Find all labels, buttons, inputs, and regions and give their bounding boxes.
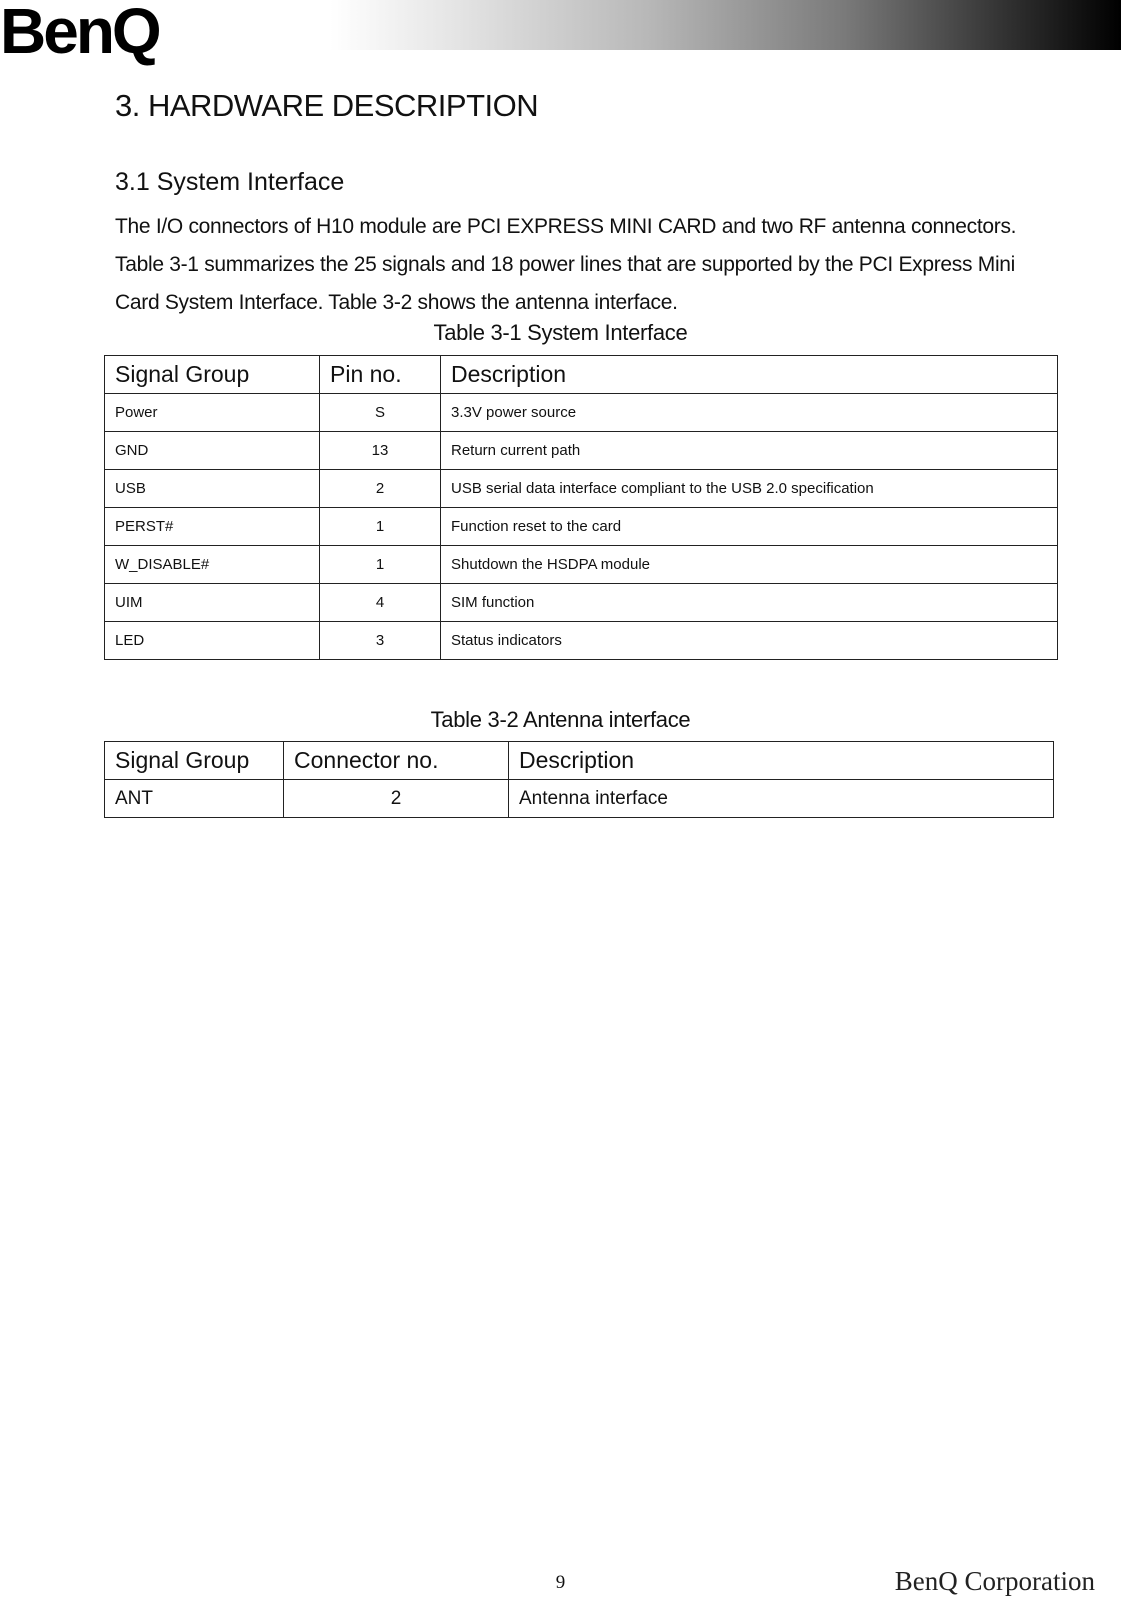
system-interface-table <box>104 355 1058 660</box>
cell-pin-no: 1 <box>320 546 441 584</box>
table-row <box>105 584 1058 622</box>
header-band <box>0 0 1121 67</box>
cell-description: Status indicators <box>441 622 1058 660</box>
cell-signal-group: GND <box>105 432 320 470</box>
cell-signal-group: Power <box>105 394 320 432</box>
chapter-heading: 3. HARDWARE DESCRIPTION <box>115 88 539 123</box>
cell-signal-group: PERST# <box>105 508 320 546</box>
cell-description: Antenna interface <box>509 780 1054 818</box>
cell-description: 3.3V power source <box>441 394 1058 432</box>
header-signal-group: Signal Group <box>105 742 284 780</box>
cell-description: USB serial data interface compliant to the USB 2.0 specification <box>441 470 1058 508</box>
cell-connector-no: 2 <box>284 780 509 818</box>
cell-signal-group: ANT <box>105 780 284 818</box>
header-pin-no: Pin no. <box>320 356 441 394</box>
cell-signal-group: LED <box>105 622 320 660</box>
cell-signal-group: UIM <box>105 584 320 622</box>
table-row <box>105 394 1058 432</box>
header-description: Description <box>441 356 1058 394</box>
table-row <box>105 780 1054 818</box>
header-gradient-bar <box>330 0 1121 50</box>
cell-pin-no: S <box>320 394 441 432</box>
table-header-row <box>105 356 1058 394</box>
cell-pin-no: 4 <box>320 584 441 622</box>
table1-caption: Table 3-1 System Interface <box>433 320 688 345</box>
table-row <box>105 622 1058 660</box>
intro-paragraph: The I/O connectors of H10 module are PCI EXPRESS MINI CARD and two RF antenna connectors. Table 3-1 summarizes the 25 signals and 18 power lines that are supported by the PCI Express Mini Card System Interface. Table 3-2 shows the antenna interface. <box>115 215 1017 314</box>
header-signal-group: Signal Group <box>105 356 320 394</box>
cell-pin-no: 1 <box>320 508 441 546</box>
table-row <box>105 508 1058 546</box>
cell-signal-group: W_DISABLE# <box>105 546 320 584</box>
table-header-row <box>105 742 1054 780</box>
cell-pin-no: 13 <box>320 432 441 470</box>
table-row <box>105 432 1058 470</box>
cell-description: SIM function <box>441 584 1058 622</box>
header-connector-no: Connector no. <box>284 742 509 780</box>
cell-signal-group: USB <box>105 470 320 508</box>
cell-description: Return current path <box>441 432 1058 470</box>
footer-company-name: BenQ Corporation <box>894 1566 1095 1596</box>
table-row <box>105 546 1058 584</box>
antenna-interface-table <box>104 741 1054 818</box>
cell-description: Function reset to the card <box>441 508 1058 546</box>
page-number: 9 <box>555 1572 566 1593</box>
cell-description: Shutdown the HSDPA module <box>441 546 1058 584</box>
table2-caption: Table 3-2 Antenna interface <box>430 707 691 732</box>
cell-pin-no: 3 <box>320 622 441 660</box>
section-title: 3.1 System Interface <box>115 168 345 196</box>
table-row <box>105 470 1058 508</box>
cell-pin-no: 2 <box>320 470 441 508</box>
benq-logo: BenQ <box>0 0 159 67</box>
header-description: Description <box>509 742 1054 780</box>
